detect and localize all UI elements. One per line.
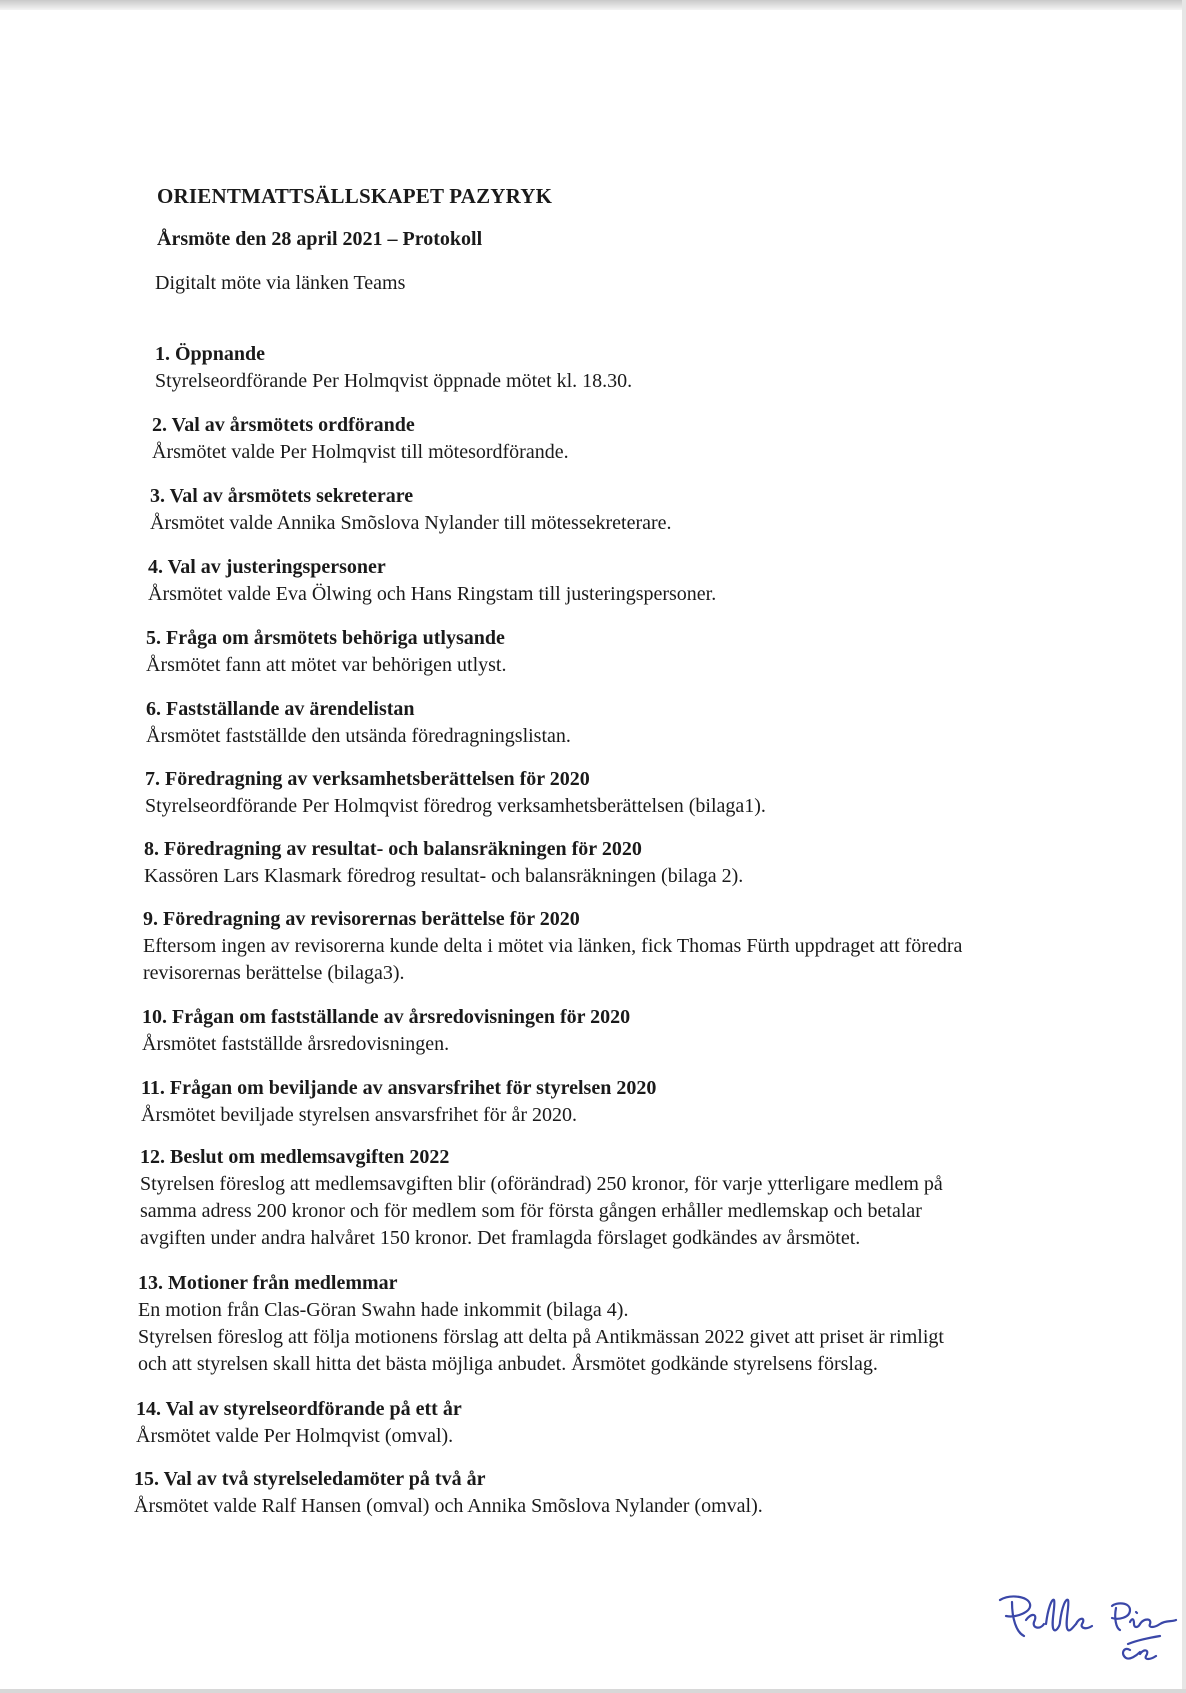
item-text: Årsmötet valde Per Holmqvist till mötesordförande. xyxy=(152,441,569,463)
agenda-item-5 xyxy=(146,625,1046,679)
agenda-item-10 xyxy=(142,1004,1042,1058)
item-text: Styrelseordförande Per Holmqvist föredrog verksamhetsberättelsen (bilaga1). xyxy=(145,795,766,817)
item-text: Årsmötet fastställde den utsända föredragningslistan. xyxy=(146,725,571,747)
item-heading: 7. Föredragning av verksamhetsberättelsen för 2020 xyxy=(145,768,590,790)
item-heading: 2. Val av årsmötets ordförande xyxy=(152,414,415,436)
agenda-item-9 xyxy=(143,906,1043,987)
agenda-item-4 xyxy=(148,554,1048,608)
item-heading: 5. Fråga om årsmötets behöriga utlysande xyxy=(146,627,505,649)
agenda-item-1 xyxy=(155,341,1055,395)
meeting-info: Digitalt möte via länken Teams xyxy=(155,272,406,294)
item-text: Årsmötet valde Eva Ölwing och Hans Ringstam till justeringspersoner. xyxy=(148,583,717,605)
organization-title: ORIENTMATTSÄLLSKAPET PAZYRYK xyxy=(157,184,553,208)
item-heading: 1. Öppnande xyxy=(155,343,266,365)
item-text: Kassören Lars Klasmark föredrog resultat- och balansräkningen (bilaga 2). xyxy=(144,865,744,887)
item-heading: 3. Val av årsmötets sekreterare xyxy=(150,485,414,507)
document-subtitle: Årsmöte den 28 april 2021 – Protokoll xyxy=(157,228,483,250)
item-heading: 8. Föredragning av resultat- och balansräkningen för 2020 xyxy=(144,838,642,860)
item-heading: 4. Val av justeringspersoner xyxy=(148,556,386,578)
agenda-item-2 xyxy=(152,412,1052,466)
item-heading: 6. Fastställande av ärendelistan xyxy=(146,698,415,720)
agenda-item-15 xyxy=(134,1466,1034,1520)
item-text-line: samma adress 200 kronor och för medlem som för första gången erhåller medlemskap och betalar xyxy=(140,1200,922,1222)
agenda-item-13 xyxy=(138,1270,1038,1378)
item-heading: 11. Frågan om beviljande av ansvarsfrihet för styrelsen 2020 xyxy=(141,1077,657,1099)
item-heading: 10. Frågan om fastställande av årsredovisningen för 2020 xyxy=(142,1006,631,1028)
item-text: Årsmötet fastställde årsredovisningen. xyxy=(142,1033,450,1055)
item-text: Årsmötet beviljade styrelsen ansvarsfrihet för år 2020. xyxy=(141,1104,577,1126)
item-text-line: Styrelsen föreslog att medlemsavgiften blir (oförändrad) 250 kronor, för varje ytterligare medlem på xyxy=(140,1173,943,1195)
item-text: Årsmötet fann att mötet var behörigen utlyst. xyxy=(146,654,507,676)
agenda-item-7 xyxy=(145,766,1045,820)
item-text: Årsmötet valde Ralf Hansen (omval) och Annika Smõslova Nylander (omval). xyxy=(134,1495,763,1517)
item-text-line: avgiften under andra halvåret 150 kronor. Det framlagda förslaget godkändes av årsmötet. xyxy=(140,1227,861,1249)
item-text: Årsmötet valde Annika Smõslova Nylander till mötessekreterare. xyxy=(150,512,672,534)
agenda-item-11 xyxy=(141,1075,1041,1129)
item-heading: 14. Val av styrelseordförande på ett år xyxy=(136,1398,462,1420)
item-heading: 13. Motioner från medlemmar xyxy=(138,1272,398,1294)
item-heading: 12. Beslut om medlemsavgiften 2022 xyxy=(140,1146,450,1168)
item-text: Styrelseordförande Per Holmqvist öppnade mötet kl. 18.30. xyxy=(155,370,633,392)
item-text-line: Styrelsen föreslog att följa motionens förslag att delta på Antikmässan 2022 givet att priset är rimligt xyxy=(138,1326,944,1348)
agenda-item-6 xyxy=(146,696,1046,750)
agenda-item-14 xyxy=(136,1396,1036,1450)
page-bottom-edge xyxy=(0,1689,1186,1693)
agenda-item-12 xyxy=(140,1144,1040,1252)
item-text-line: En motion från Clas-Göran Swahn hade inkommit (bilaga 4). xyxy=(138,1299,629,1321)
item-text-line: revisorernas berättelse (bilaga3). xyxy=(143,962,405,984)
item-text-line: och att styrelsen skall hitta det bästa möjliga anbudet. Årsmötet godkände styrelsens förslag. xyxy=(138,1353,878,1375)
item-text-line: Eftersom ingen av revisorerna kunde delta i mötet via länken, fick Thomas Fürth uppdraget att föredra xyxy=(143,935,963,957)
item-heading: 15. Val av två styrelseledamöter på två år xyxy=(134,1468,486,1490)
item-text: Årsmötet valde Per Holmqvist (omval). xyxy=(136,1425,454,1447)
agenda-item-8 xyxy=(144,836,1044,890)
agenda-item-3 xyxy=(150,483,1050,537)
item-heading: 9. Föredragning av revisorernas berättelse för 2020 xyxy=(143,908,580,930)
page-right-edge xyxy=(1182,0,1186,1693)
page-top-edge xyxy=(0,0,1186,10)
handwritten-signatures-icon xyxy=(990,1588,1180,1686)
